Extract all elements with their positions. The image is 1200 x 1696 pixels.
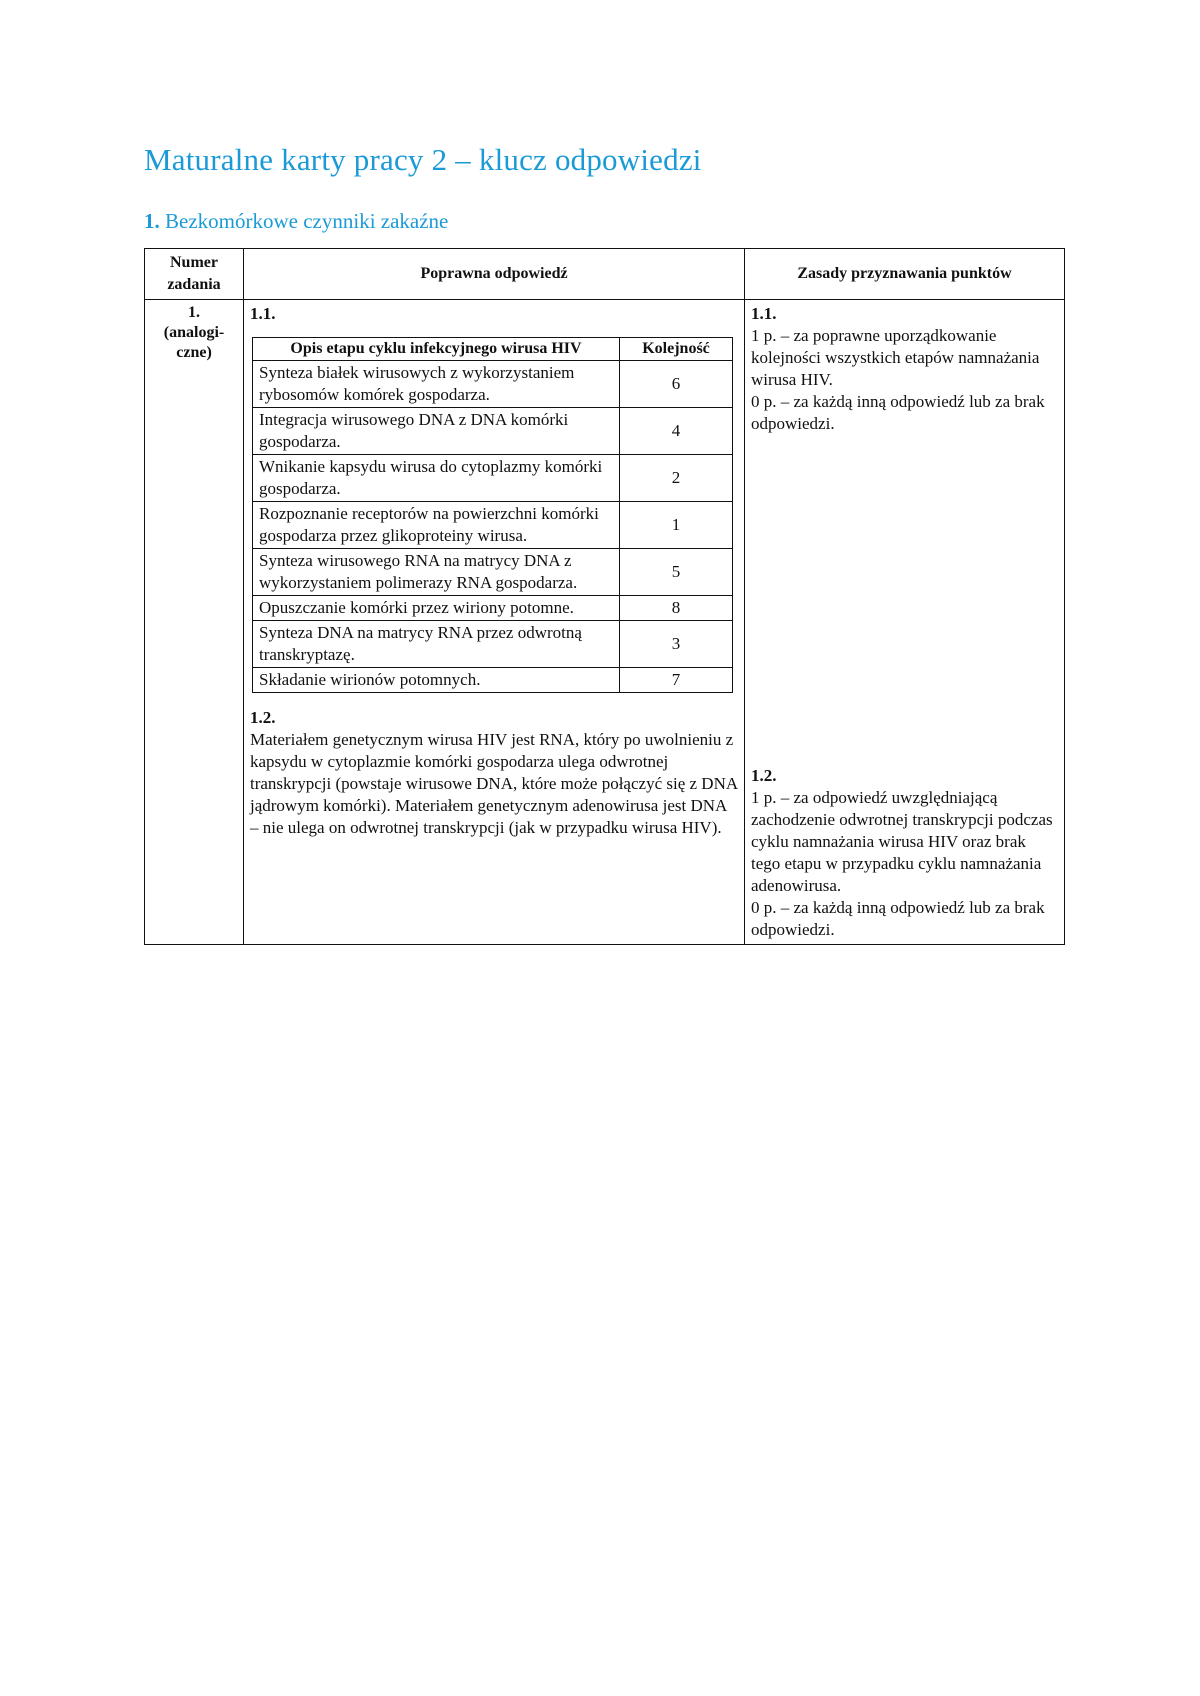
hiv-cycle-row [253, 408, 733, 455]
stage-description: Wnikanie kapsydu wirusa do cytoplazmy komórki gospodarza. [253, 455, 620, 502]
hiv-cycle-row [253, 549, 733, 596]
stage-description: Synteza wirusowego RNA na matrycy DNA z wykorzystaniem polimerazy RNA gospodarza. [253, 549, 620, 596]
stage-order: 6 [620, 361, 733, 408]
scoring-cell [745, 300, 1065, 945]
hiv-cycle-rows [253, 361, 733, 693]
part2-answer-text: Materiałem genetycznym wirusa HIV jest RNA, który po uwolnieniu z kapsydu w cytoplazmie komórki gospodarza ulega odwrotnej transkrypcji (powstaje wirusowe DNA, które może połączyć się z DNA jądrowym komórki). Materiałem genetycznym adenowirusa jest DNA – nie ulega on odwrotnej transkrypcji (jak w przypadku wirusa HIV). [250, 730, 738, 837]
rules1-full-points: 1 p. – za poprawne uporządkowanie kolejności wszystkich etapów namnażania wirusa HIV. [751, 326, 1040, 389]
stage-description: Synteza białek wirusowych z wykorzystaniem rybosomów komórek gospodarza. [253, 361, 620, 408]
rules2-zero-points: 0 p. – za każdą inną odpowiedź lub za brak odpowiedzi. [751, 898, 1045, 939]
rules-part2 [751, 765, 1058, 941]
hiv-cycle-row [253, 361, 733, 408]
rules1-label: 1.1. [751, 304, 777, 323]
header-task-number: Numer zadania [145, 249, 244, 300]
stage-description: Rozpoznanie receptorów na powierzchni komórki gospodarza przez glikoproteiny wirusa. [253, 502, 620, 549]
stage-order: 5 [620, 549, 733, 596]
stage-order: 7 [620, 668, 733, 693]
inner-header-description: Opis etapu cyklu infekcyjnego wirusa HIV [253, 338, 620, 361]
header-scoring-rules: Zasady przyznawania punktów [745, 249, 1065, 300]
stage-description: Integracja wirusowego DNA z DNA komórki gospodarza. [253, 408, 620, 455]
inner-header-row [253, 338, 733, 361]
hiv-cycle-row [253, 596, 733, 621]
hiv-cycle-row [253, 455, 733, 502]
stage-order: 1 [620, 502, 733, 549]
answer-key-table [144, 248, 1065, 945]
hiv-cycle-row [253, 502, 733, 549]
part2-label: 1.2. [250, 708, 276, 727]
header-correct-answer: Poprawna odpowiedź [244, 249, 745, 300]
task-row [145, 300, 1065, 945]
stage-order: 4 [620, 408, 733, 455]
hiv-cycle-row [253, 668, 733, 693]
stage-order: 3 [620, 621, 733, 668]
task-number: 1. [188, 304, 200, 321]
section-heading [144, 209, 448, 234]
header-row [145, 249, 1065, 300]
stage-description: Opuszczanie komórki przez wiriony potomne. [253, 596, 620, 621]
task-number-cell [145, 300, 244, 945]
rules2-label: 1.2. [751, 766, 777, 785]
task-note: (analogi-czne) [163, 324, 225, 361]
rules1-zero-points: 0 p. – za każdą inną odpowiedź lub za brak odpowiedzi. [751, 392, 1045, 433]
page-title: Maturalne karty pracy 2 – klucz odpowiedzi [144, 142, 702, 177]
section-title: Bezkomórkowe czynniki zakaźne [165, 209, 449, 233]
section-number: 1. [144, 209, 160, 233]
stage-order: 8 [620, 596, 733, 621]
hiv-cycle-table [252, 337, 733, 693]
hiv-cycle-row [253, 621, 733, 668]
stage-order: 2 [620, 455, 733, 502]
answer-cell [244, 300, 745, 945]
stage-description: Składanie wirionów potomnych. [253, 668, 620, 693]
rules-part1 [751, 303, 1058, 435]
rules2-full-points: 1 p. – za odpowiedź uwzględniającą zachodzenie odwrotnej transkrypcji podczas cyklu namnażania wirusa HIV oraz brak tego etapu w przypadku cyklu namnażania adenowirusa. [751, 788, 1053, 895]
inner-header-order: Kolejność [620, 338, 733, 361]
part1-label: 1.1. [250, 304, 276, 323]
stage-description: Synteza DNA na matrycy RNA przez odwrotną transkryptazę. [253, 621, 620, 668]
